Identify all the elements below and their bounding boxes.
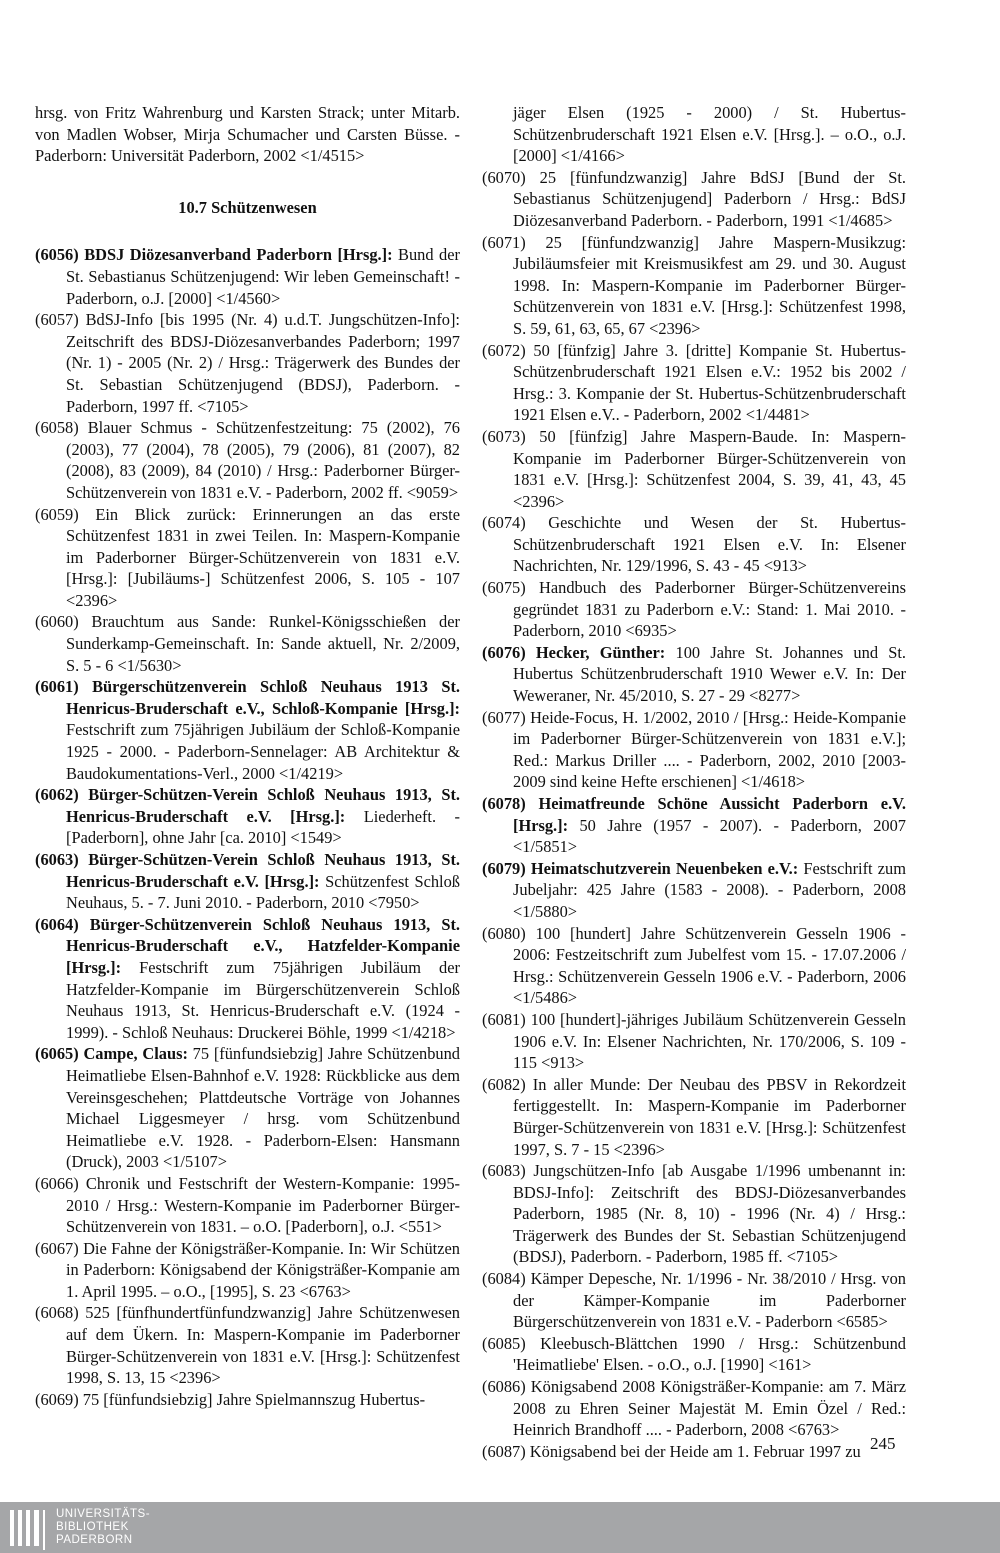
bibliography-entry [35,849,460,914]
bibliography-entry [482,793,906,858]
bibliography-entry [35,1043,460,1173]
entry-text: 50 Jahre (1957 - 2007). - Paderborn, 2007 <1/5851> [513,815,906,857]
entry-text: Festschrift zum 75jährigen Jubiläum der Hatzfelder-Kompanie im Bürgerschützenverein Schloß Neuhaus 1913, St. Henricus-Bruderschaft e.V. (1924 - 1999). - Schloß Neuhaus: Druckerei Böhle, 1999 <1/4218> [66,957,460,1042]
bibliography-entry [482,1009,906,1074]
bibliography-entry [482,1074,906,1160]
entry-text: (6073) 50 [fünfzig] Jahre Maspern-Baude. In: Maspern-Kompanie im Paderborner Bürger-Schützenverein von 1831 e.V. [Hrsg.]: Schützenfest 2004, S. 39, 41, 43, 45 <2396> [482,426,906,511]
entry-text: (6072) 50 [fünfzig] Jahre 3. [dritte] Kompanie St. Hubertus-Schützenbruderschaft 1921 Elsen e.V.: 1952 bis 2002 / Hrsg.: 3. Kompanie der St. Hubertus-Schützenbruderschaft 1921 Elsen e.V.. - Paderborn, 2002 <1/4481> [482,340,906,425]
bibliography-entry [35,611,460,676]
bibliography-entry [35,1238,460,1303]
bibliography-entry [482,167,906,232]
bibliography-entry [482,1376,906,1441]
bibliography-entry [482,1160,906,1268]
entry-text: 75 [fünfundsiebzig] Jahre Schützenbund Heimatliebe Elsen-Bahnhof e.V. 1928: Rückblicke aus dem Vereinsgeschehen; Plattdeutsche Vorträge von Johannes Michael Liggesmeyer / hrsg. vom Schützenbund Heimatliebe e.V. 1928. - Paderborn-Elsen: Hansmann (Druck), 2003 <1/5107> [66,1044,460,1172]
entry-author: (6061) Bürgerschützenverein Schloß Neuhaus 1913 St. Henricus-Bruderschaft e.V., Schloß-Kompanie [Hrsg.]: [35,677,460,718]
bibliography-entry [35,1302,460,1388]
bibliography-entry [482,577,906,642]
bibliography-entry [482,707,906,793]
bibliography-entry [35,914,460,1044]
entry-text: Liederheft. - [Paderborn], ohne Jahr [ca. 2010] <1549> [66,806,460,848]
entry-text: (6075) Handbuch des Paderborner Bürger-Schützenvereins gegründet 1831 zu Paderborn e.V.: Stand: 1. Mai 2010. - Paderborn, 2010 <6935> [482,578,906,641]
entry-author: (6076) Hecker, Günther: [482,642,666,662]
entry-text: (6070) 25 [fünfundzwanzig] Jahre BdSJ [Bund der St. Sebastianus Schützenjugend] Paderborn / Hrsg.: BdSJ Diözesanverband Paderborn. - Paderborn, 1991 <1/4685> [482,167,906,230]
bibliography-entry [35,1389,460,1411]
entry-text: (6084) Kämper Depesche, Nr. 1/1996 - Nr. 38/2010 / Hrsg. von der Kämper-Kompanie im Paderborner Bürgerschützenverein von 1831 e.V. - Paderborn <6585> [482,1269,906,1332]
bibliography-entry [482,923,906,1009]
left-column [35,102,460,1410]
library-footer [0,1502,1000,1553]
entry-text: (6058) Blauer Schmus - Schützenfestzeitung: 75 (2002), 76 (2003), 77 (2004), 78 (2005), 79 (2006), 81 (2007), 82 (2008), 83 (2009), 84 (2010) / Hrsg.: Paderborner Bürger-Schützenverein von 1831 e.V. - Paderborn, 2002 ff. <9059> [35,418,460,502]
bibliography-entry [482,1441,906,1463]
entry-text: (6066) Chronik und Festschrift der Western-Kompanie: 1995-2010 / Hrsg.: Western-Kompanie im Paderborner Bürger-Schützenverein von 1831. – o.O. [Paderborn], o.J. <551> [35,1173,460,1237]
entry-text: (6083) Jungschützen-Info [ab Ausgabe 1/1996 umbenannt in: BDSJ-Info]: Zeitschrift des BDSJ-Diözesanverbandes Paderborn, 1985 (Nr. 8, 10) - 1996 (Nr. 4) / Hrsg.: Trägerwerk des Bundes der St. Sebastian Schützenjugend (BDSJ), Paderborn. - Paderborn, 1985 ff. <7105> [482,1161,906,1267]
right-column [482,102,906,1462]
entry-author: (6064) Bürger-Schützenverein Schloß Neuhaus 1913, St. Henricus-Bruderschaft e.V., Hatzfelder-Kompanie [Hrsg.]: [35,914,460,977]
bibliography-entry [482,1268,906,1333]
intro-continuation: hrsg. von Fritz Wahrenburg und Karsten Strack; unter Mitarb. von Madlen Wobser, Mirja Schumacher und Carsten Büsse. - Paderborn: Universität Paderborn, 2002 <1/4515> [35,103,460,166]
entry-text: (6086) Königsabend 2008 Königsträßer-Kompanie: am 7. März 2008 zu Ehren Seiner Majestät M. Emin Özel / Red.: Heinrich Brandhoff .... - Paderborn, 2008 <6763> [482,1377,906,1440]
entry-text: (6057) BdSJ-Info [bis 1995 (Nr. 4) u.d.T. Jungschützen-Info]: Zeitschrift des BDSJ-Diözesanverbandes Paderborn; 1997 (Nr. 1) - 2005 (Nr. 2) / Hrsg.: Trägerwerk des Bundes der St. Sebastian Schützenjugend (BDSJ), Paderborn. - Paderborn, 1997 ff. <7105> [35,310,460,416]
section-heading: 10.7 Schützenwesen [178,197,317,217]
bibliography-entry [35,1173,460,1238]
bibliography-entry [482,340,906,426]
entry-text: Festschrift zum Jubeljahr: 425 Jahre (1583 - 2008). - Paderborn, 2008 <1/5880> [513,858,906,921]
bibliography-entry [482,642,906,707]
entry-text: (6067) Die Fahne der Königsträßer-Kompanie. In: Wir Schützen in Paderborn: Königsabend der Königsträßer-Kompanie am 1. April 1995. – o.O., [1995], S. 23 <6763> [35,1238,460,1301]
bibliography-entry [482,858,906,923]
entry-text: (6081) 100 [hundert]-jähriges Jubiläum Schützenverein Gesseln 1906 e.V. In: Elsener Nachrichten, Nr. 170/2006, S. 109 - 115 <913> [482,1009,906,1073]
entry-text: (6068) 525 [fünfhundertfünfundzwanzig] Jahre Schützenwesen auf dem Ükern. In: Maspern-Kompanie im Paderborner Bürger-Schützenverein von 1831 e.V. [Hrsg.]: Schützenfest 1998, S. 13, 15 <2396> [35,1303,460,1388]
bibliography-entry [35,784,460,849]
entry-author: (6078) Heimatfreunde Schöne Aussicht Paderborn e.V. [Hrsg.]: [482,794,906,835]
entry-author: (6079) Heimatschutzverein Neuenbeken e.V.: [482,858,799,878]
library-name: UNIVERSITÄTS- BIBLIOTHEK PADERBORN [56,1508,151,1546]
entry-text: (6069) 75 [fünfundsiebzig] Jahre Spielmannszug Hubertus- [35,1389,426,1409]
bibliography-entry [482,512,906,577]
entry-text: 100 Jahre St. Johannes und St. Hubertus Schützenbruderschaft 1910 Wewer e.V. In: Der Weweraner, Nr. 45/2010, S. 27 - 29 <8277> [513,642,907,706]
entry-author: (6065) Campe, Claus: [35,1044,188,1064]
entry-text: (6080) 100 [hundert] Jahre Schützenverein Gesseln 1906 - 2006: Festzeitschrift zum Jubelfest vom 15. - 17.07.2006 / Hrsg.: Schützenverein Gesseln 1906 e.V. - Paderborn, 2006 <1/5486> [482,923,906,1008]
right-entry-list [482,167,906,1463]
bibliography-entry [482,426,906,512]
entry-author: (6056) BDSJ Diözesanverband Paderborn [Hrsg.]: [35,245,393,265]
bibliography-entry [35,417,460,503]
bibliography-entry [35,309,460,417]
entry-text: (6082) In aller Munde: Der Neubau des PBSV in Rekordzeit fertiggestellt. In: Maspern-Kompanie im Paderborner Bürger-Schützenverein von 1831 e.V. [Hrsg.]: Schützenfest 1997, S. 7 - 15 <2396> [482,1074,906,1159]
entry-text: Bund der St. Sebastianus Schützenjugend: Wir leben Gemeinschaft! - Paderborn, o.J. [2000] <1/4560> [66,245,460,308]
page-number: 245 [870,1434,896,1453]
entry-text: (6059) Ein Blick zurück: Erinnerungen an das erste Schützenfest 1831 in zwei Teilen. In: Maspern-Kompanie im Paderborner Bürger-Schützenverein von 1831 e.V. [Hrsg.]: [Jubiläums-] Schützenfest 2006, S. 105 - 107 <2396> [35,504,460,610]
entry-text: Festschrift zum 75jährigen Jubiläum der Schloß-Kompanie 1925 - 2000. - Paderborn-Sennelager: AB Architektur & Baudokumentations-Verl., 2000 <1/4219> [66,720,460,783]
left-entry-list [35,244,460,1410]
entry-text: (6071) 25 [fünfundzwanzig] Jahre Maspern-Musikzug: Jubiläumsfeier mit Kreismusikfest am 29. und 30. August 1998. In: Maspern-Kompanie im Paderborner Bürger-Schützenverein von 1831 e.V. [Hrsg.]: Schützenfest 1998, S. 59, 61, 63, 65, 67 <2396> [482,232,906,338]
bibliography-entry [482,1333,906,1376]
entry-text: (6077) Heide-Focus, H. 1/2002, 2010 / [Hrsg.: Heide-Kompanie im Paderborner Bürger-Schützenverein von 1831 e.V.]; Red.: Markus Driller .... - Paderborn, 2002, 2010 [2003-2009 sind keine Hefte erschienen] <1/4618> [482,707,906,792]
right-continuation: jäger Elsen (1925 - 2000) / St. Hubertus-Schützenbruderschaft 1921 Elsen e.V. [Hrsg.]. – o.O., o.J. [2000] <1/4166> [513,103,906,166]
entry-text: (6074) Geschichte und Wesen der St. Hubertus-Schützenbruderschaft 1921 Elsen e.V. In: Elsener Nachrichten, Nr. 129/1996, S. 43 - 45 <913> [482,513,906,576]
bibliography-entry [482,232,906,340]
entry-author: (6062) Bürger-Schützen-Verein Schloß Neuhaus 1913, St. Henricus-Bruderschaft e.V. [Hrsg.]: [35,785,460,826]
bibliography-entry [35,504,460,612]
entry-text: (6060) Brauchtum aus Sande: Runkel-Königsschießen der Sunderkamp-Gemeinschaft. In: Sande aktuell, Nr. 2/2009, S. 5 - 6 <1/5630> [35,612,460,675]
entry-text: (6087) Königsabend bei der Heide am 1. Februar 1997 zu [482,1441,861,1461]
entry-text: Schützenfest Schloß Neuhaus, 5. - 7. Juni 2010. - Paderborn, 2010 <7950> [66,871,460,913]
entry-text: (6085) Kleebusch-Blättchen 1990 / Hrsg.: Schützenbund 'Heimatliebe' Elsen. - o.O., o.J. [1990] <161> [482,1333,906,1375]
bibliography-entry [35,244,460,309]
entry-author: (6063) Bürger-Schützen-Verein Schloß Neuhaus 1913, St. Henricus-Bruderschaft e.V. [Hrsg.]: [35,850,460,891]
bibliography-entry [35,676,460,784]
